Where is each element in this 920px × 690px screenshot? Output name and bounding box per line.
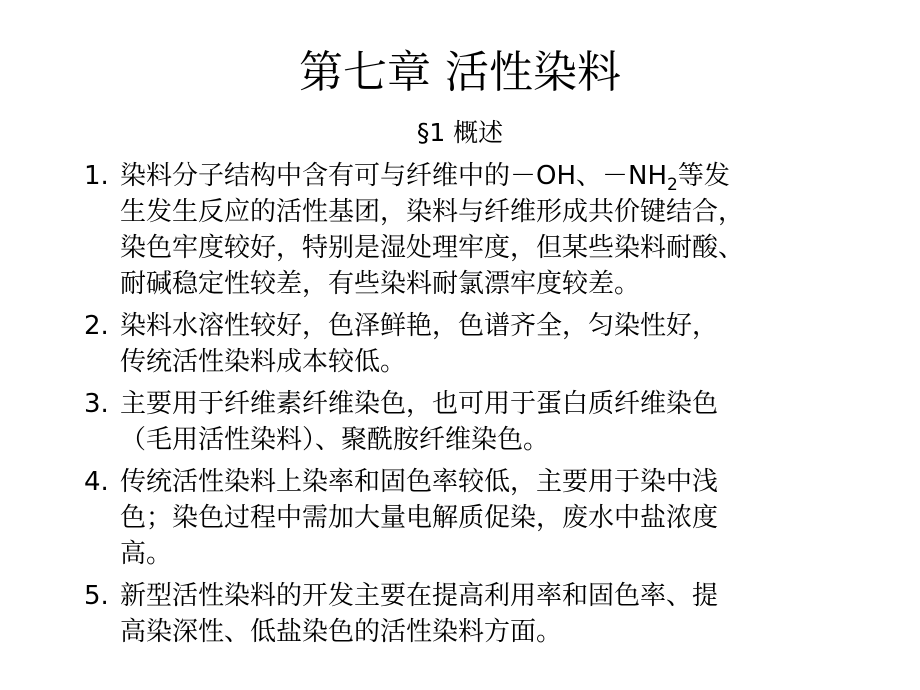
list-item-line: 高。	[120, 539, 173, 569]
list-item-line: 高染深性、低盐染色的活性染料方面。	[120, 617, 563, 647]
list-item-line: 传统活性染料成本较低。	[120, 347, 407, 377]
slide-title: 第七章 活性染料	[299, 47, 621, 98]
list-item-number: 3.	[84, 389, 109, 419]
list-item	[84, 386, 854, 458]
list-item-line: 色；染色过程中需加大量电解质促染，废水中盐浓度	[120, 503, 719, 533]
list-item-number: 5.	[84, 581, 109, 611]
list-item-number: 4.	[84, 467, 109, 497]
list-item	[84, 464, 854, 572]
list-item-number: 1.	[84, 161, 109, 191]
list-item-line: 生发生反应的活性基团，染料与纤维形成共价键结合，	[120, 197, 745, 227]
list-item-line: （毛用活性染料）、聚酰胺纤维染色。	[120, 425, 550, 455]
list-item-number: 2.	[84, 311, 109, 341]
list-item-line: 主要用于纤维素纤维染色，也可用于蛋白质纤维染色	[120, 389, 719, 419]
list-item	[84, 158, 854, 302]
section-heading: §1 概述	[416, 118, 504, 147]
list-item	[84, 308, 854, 380]
list-item-line: 染色牢度较好，特别是湿处理牢度，但某些染料耐酸、	[120, 233, 745, 263]
list-item-text: 染料分子结构中含有可与纤维中的－OH、－NH	[120, 161, 668, 191]
list-item-line: 耐碱稳定性较差，有些染料耐氯漂牢度较差。	[120, 269, 641, 299]
list-item-line: 传统活性染料上染率和固色率较低，主要用于染中浅	[120, 467, 719, 497]
list-item	[84, 578, 854, 650]
list-item-line: 新型活性染料的开发主要在提高利用率和固色率、提	[120, 581, 719, 611]
numbered-list	[84, 158, 854, 656]
list-item-text: 等发	[677, 161, 730, 191]
list-item-line: 染料水溶性较好，色泽鲜艳，色谱齐全，匀染性好，	[120, 311, 719, 341]
list-item-line	[120, 158, 854, 194]
subscript-text: 2	[667, 175, 678, 195]
